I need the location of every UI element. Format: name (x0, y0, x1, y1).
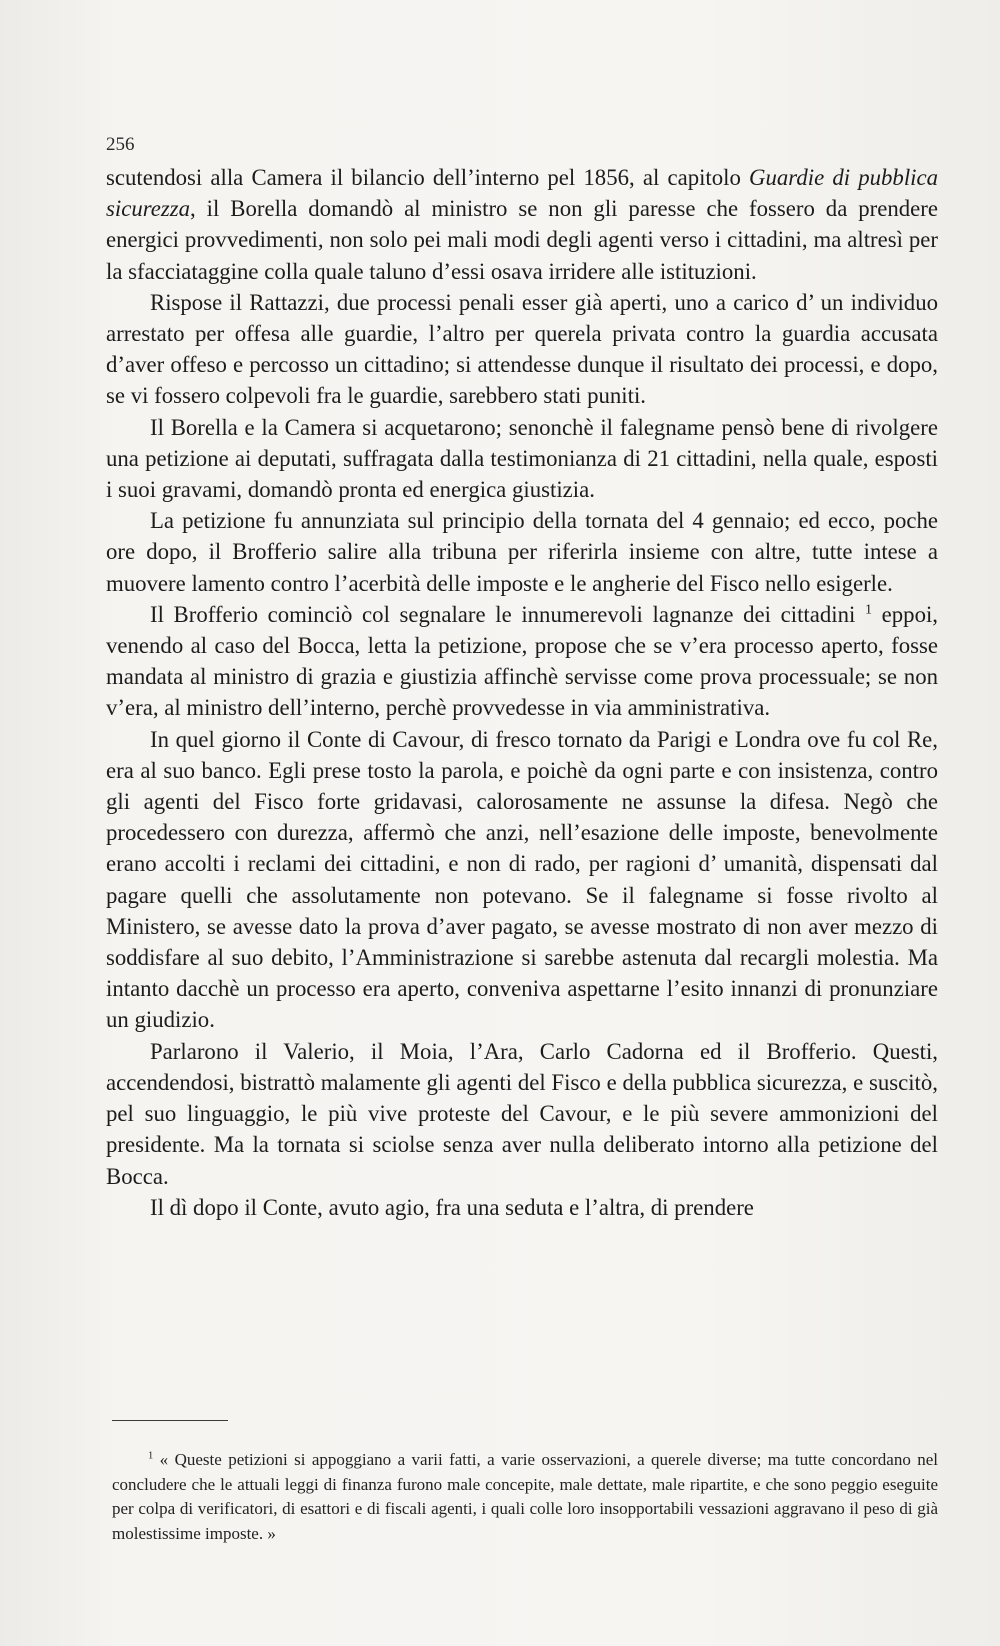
paragraph-text: Parlarono il Valerio, il Moia, l’Ara, Carlo Cadorna ed il Brofferio. Questi, accendendosi, bistrattò malamente gli agenti del Fisco e della pubblica sicurezza, e suscitò, pel suo linguaggio, le più vive proteste del Cavour, e le più severe ammonizioni del presidente. Ma la tornata si sciolse senza aver nulla deliberato intorno alla petizione del Bocca. (106, 1038, 938, 1189)
paragraph-text: La petizione fu annunziata sul principio della tornata del 4 gennaio; ed ecco, poche ore dopo, il Brofferio salire alla tribuna per riferirla insieme con altre, tutte intese a muovere lamento contro l’acerbità delle imposte e le angherie del Fisco nello esigerle. (106, 508, 938, 596)
paragraph-text: Il Borella e la Camera si acquetarono; senonchè il falegname pensò bene di rivolgere una petizione ai deputati, suffragata dalla testimonianza di 21 cittadini, nella quale, esposti i suoi gravami, domandò pronta ed energica giustizia. (106, 414, 938, 503)
page-number: 256 (106, 134, 135, 155)
paragraph-text: In quel giorno il Conte di Cavour, di fresco tornato da Parigi e Londra ove fu col Re, era al suo banco. Egli prese tosto la parola, e poichè da ogni parte e con insistenza, contro gli agenti del Fisco forte gridavasi, calorosamente ne assunse la difesa. Negò che procedessero con durezza, affermò che anzi, nell’esazione delle imposte, benevolmente erano accolti i reclami dei cittadini, e non di rado, per ragioni d’ umanità, dispensati dal pagare quelli che assolutamente non potevano. Se il falegname si fosse rivolto al Ministero, se avesse dato la prova d’aver pagato, se avesse mostrato di non aver mezzo di soddisfare al suo debito, l’Amministrazione si sarebbe astenuta dal recargli molestia. Ma intanto dacchè un processo era aperto, conveniva aspettarne l’esito innanzi di pronunziare un giudizio. (106, 726, 938, 1033)
paragraph (106, 505, 938, 599)
paragraph (106, 287, 938, 412)
paragraph-text: Rispose il Rattazzi, due processi penali esser già aperti, uno a carico d’ un individuo arrestato per offesa alle guardie, l’altro per querela privata contro la guardia accusata d’aver offeso e percosso un cittadino; si attendesse dunque il risultato dei processi, e dopo, se vi fossero colpevoli fra le guardie, sarebbero stati puniti. (106, 289, 938, 409)
footnotes (112, 1448, 938, 1546)
paragraph (106, 412, 938, 506)
paragraph (106, 1192, 938, 1223)
footnote (112, 1448, 938, 1546)
paragraph-text: , il Borella domandò al ministro se non gli paresse che fossero da prendere energici provvedimenti, non solo pei mali modi degli agenti verso i cittadini, ma altresì per la sfacciataggine colla quale taluno d’essi osava irridere alle istituzioni. (106, 196, 938, 284)
paragraph (106, 724, 938, 1036)
paragraph-text: Il Brofferio cominciò col segnalare le innumerevoli lagnanze dei cittadini (150, 601, 865, 627)
paragraph (106, 162, 938, 287)
paragraph (106, 599, 938, 724)
footnote-divider (112, 1420, 228, 1421)
main-text (106, 162, 938, 1223)
footnote-marker: 1 (864, 601, 873, 618)
italic-text: Guardie di pubblica sicurezza (106, 165, 939, 222)
footnote-marker: 1 (148, 1450, 154, 1462)
footnote-text: « Queste petizioni si appoggiano a varii fatti, a varie osservazioni, a querele diverse; ma tutte concordano nel concludere che le attuali leggi di finanza furono male concepite, male dettate, male ripartite, e che sono peggio eseguite per colpa di verificatori, di esattori e di fiscali agenti, i quali colle loro insopportabili vessazioni aggravano il peso di già molestissime imposte. » (112, 1450, 938, 1543)
paragraph-text: scutendosi alla Camera il bilancio dell’interno pel 1856, al capitolo (106, 165, 750, 190)
paragraph-text: eppoi, venendo al caso del Bocca, letta la petizione, propose che se v’era processo aperto, fosse mandata al ministro di grazia e giustizia affinchè servisse come prova processuale; se non v’era, al ministro dell’interno, perchè provvedesse in via amministrativa. (106, 601, 939, 721)
paragraph-text: Il dì dopo il Conte, avuto agio, fra una seduta e l’altra, di prendere (150, 1194, 754, 1220)
paragraph (106, 1036, 938, 1192)
